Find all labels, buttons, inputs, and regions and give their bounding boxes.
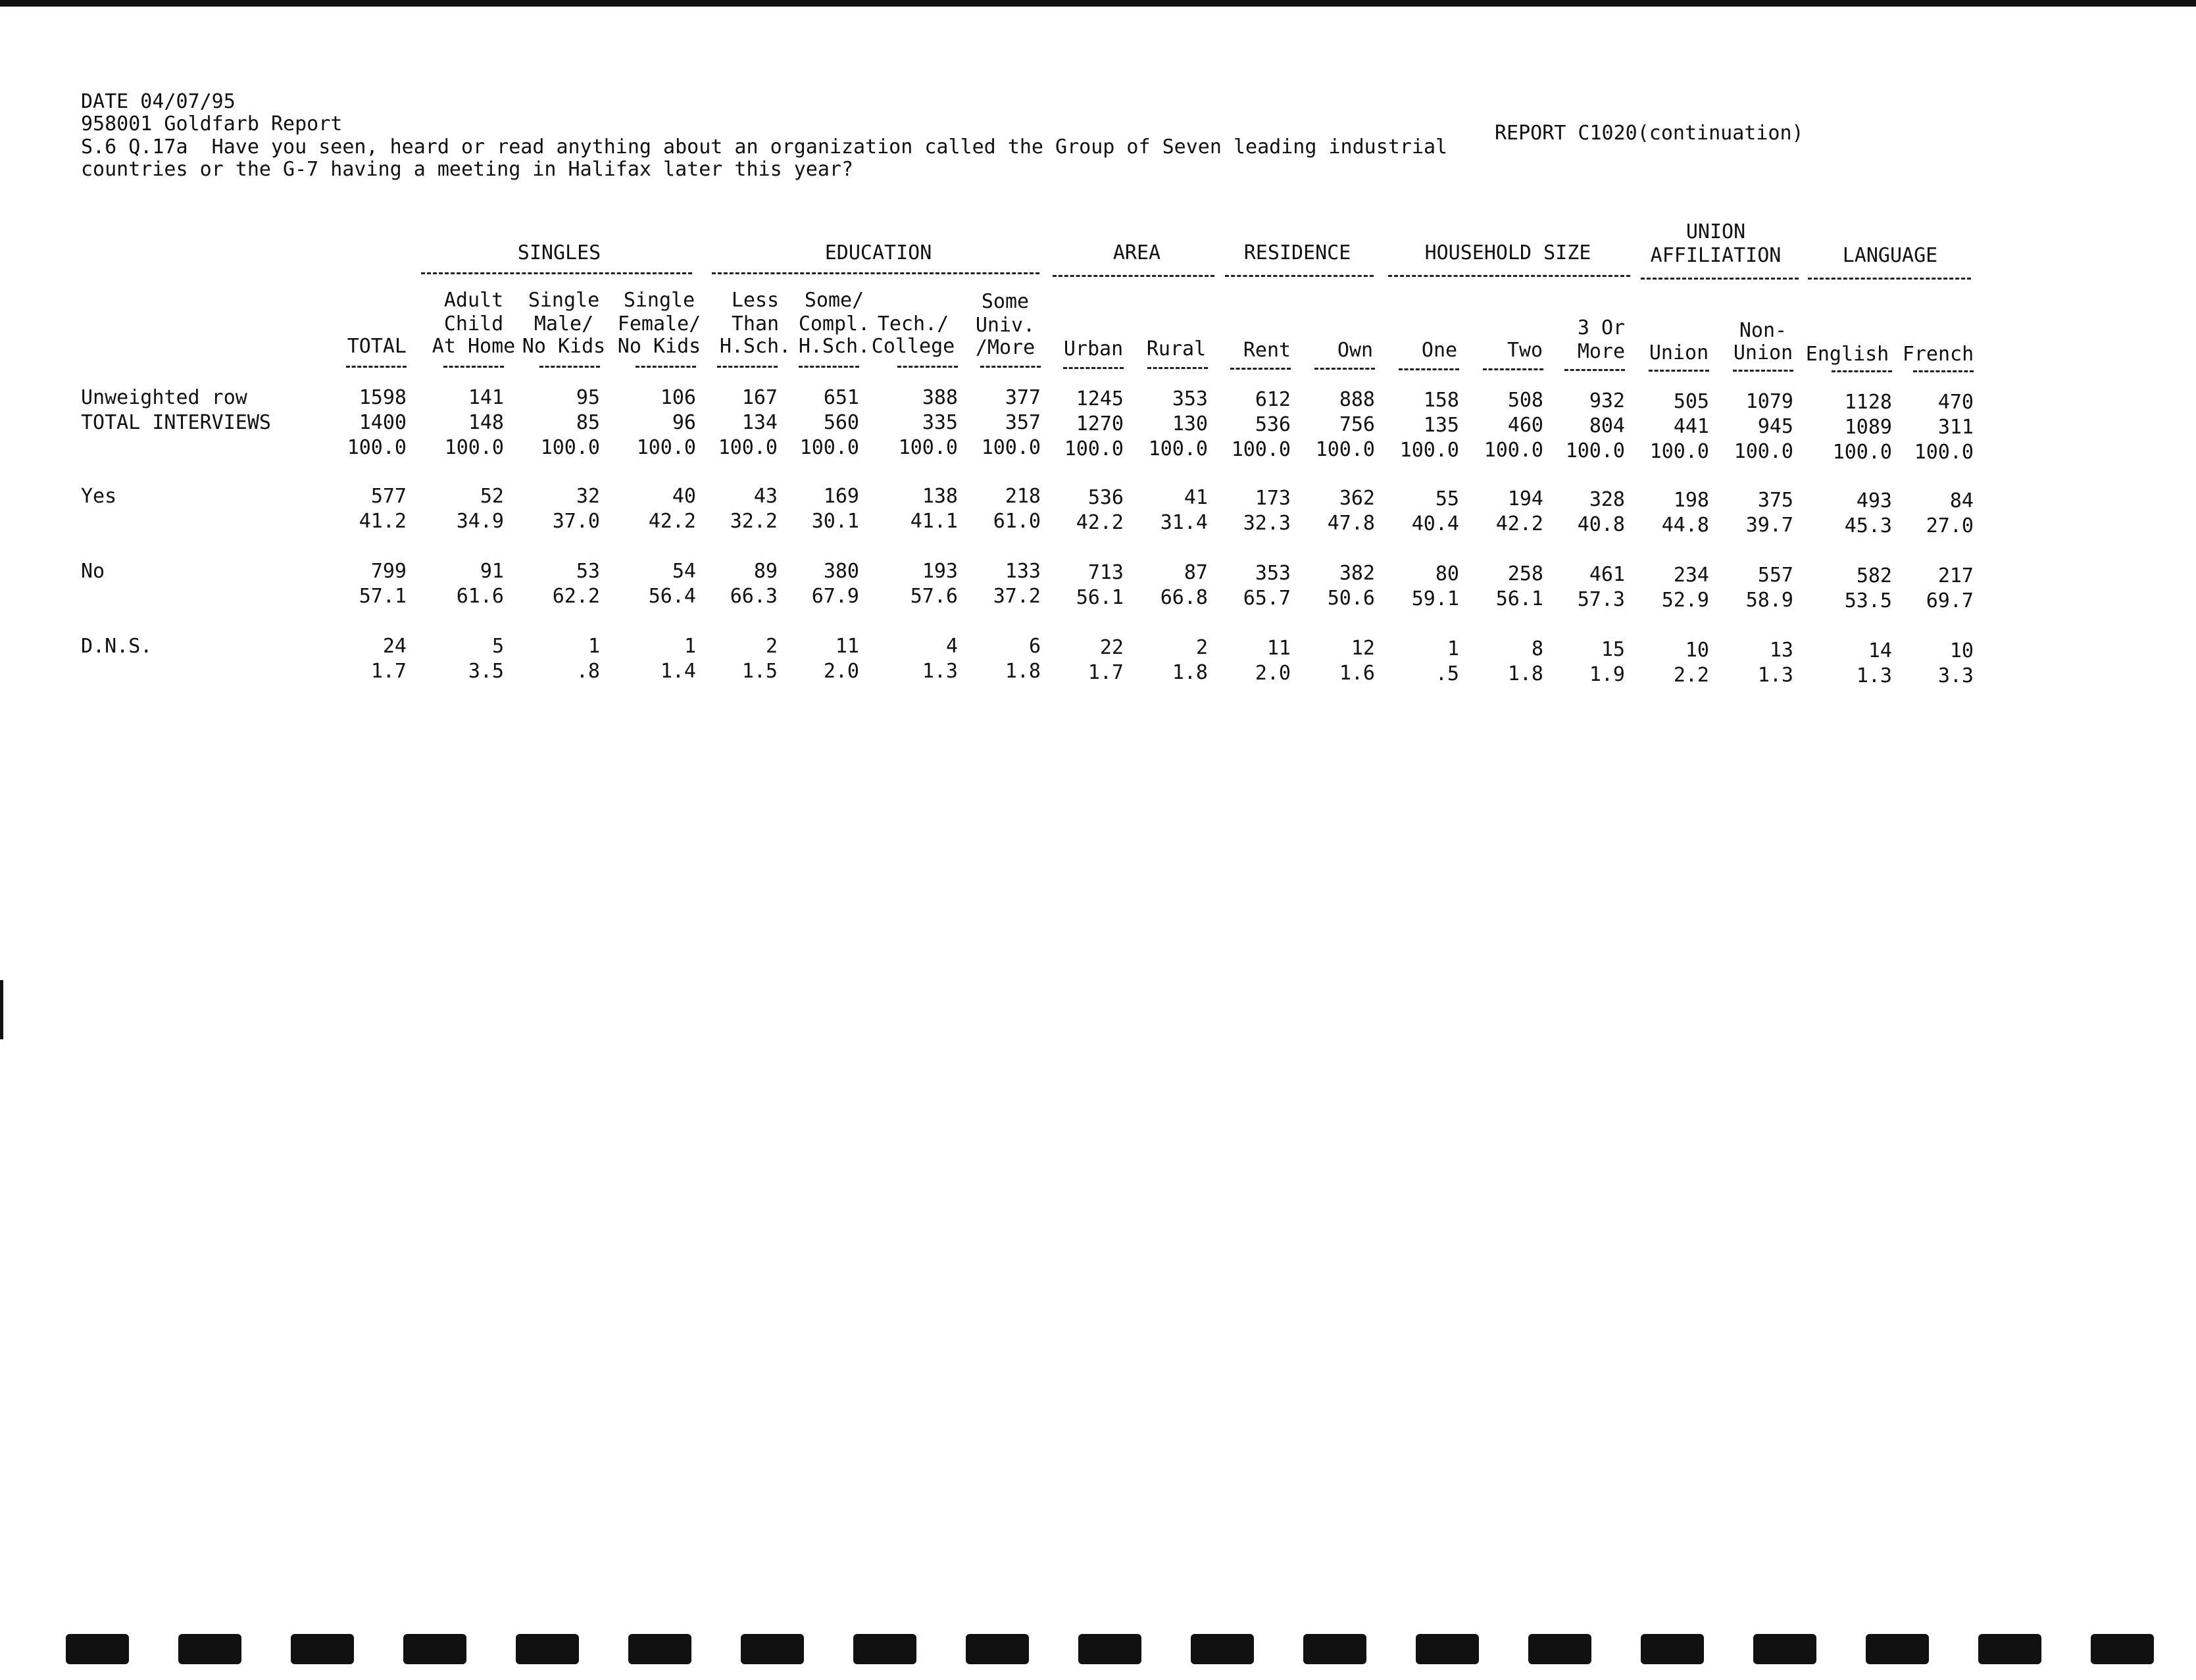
report-id: REPORT C1020(continuation) xyxy=(1495,122,1804,145)
table-cell: 194 xyxy=(1507,487,1543,510)
table-cell: 44.8 xyxy=(1661,514,1709,537)
table-cell: 100.0 xyxy=(1565,439,1625,462)
group-underline-singles xyxy=(421,272,692,274)
table-cell: 1270 xyxy=(1076,412,1124,435)
question-line-1: S.6 Q.17a Have you seen, heard or read anything about an organization called the Group of Seven leading industrial xyxy=(81,136,1448,159)
table-cell: 43 xyxy=(753,485,778,508)
perforation-hole xyxy=(1866,1634,1929,1664)
table-cell: 135 xyxy=(1423,414,1459,437)
table-cell: 2.0 xyxy=(823,660,859,683)
table-cell: 1400 xyxy=(359,411,407,434)
table-cell: 362 xyxy=(1339,487,1375,510)
table-cell: 65.7 xyxy=(1243,587,1291,610)
table-cell: 234 xyxy=(1673,564,1709,587)
question-line-2: countries or the G-7 having a meeting in Halifax later this year? xyxy=(81,158,853,181)
table-cell: 100.0 xyxy=(718,436,778,459)
table-cell: 1.3 xyxy=(1757,664,1793,687)
group-heading-union-line-1: UNION xyxy=(1685,220,1746,243)
column-underline xyxy=(1483,368,1543,370)
table-cell: 130 xyxy=(1172,412,1208,435)
table-cell: 335 xyxy=(922,411,958,434)
table-cell: 100.0 xyxy=(1649,440,1709,463)
perforation-hole xyxy=(1191,1634,1254,1664)
column-underline xyxy=(717,366,778,368)
perforation-hole xyxy=(1753,1634,1816,1664)
table-cell: 22 xyxy=(1099,636,1124,659)
table-cell: 1.3 xyxy=(1856,664,1892,687)
table-cell: 54 xyxy=(672,560,696,583)
table-cell: 52 xyxy=(480,485,504,508)
table-cell: 1245 xyxy=(1076,387,1124,410)
table-cell: 31.4 xyxy=(1160,511,1208,534)
table-cell: 42.2 xyxy=(1495,512,1543,535)
report-name: 958001 Goldfarb Report xyxy=(81,112,343,136)
table-cell: 40 xyxy=(672,485,696,508)
column-underline xyxy=(1147,367,1208,369)
group-heading-union-line-2: AFFILIATION xyxy=(1650,244,1782,267)
table-cell: 1 xyxy=(587,635,600,658)
group-underline-education xyxy=(712,272,1039,274)
table-cell: 56.1 xyxy=(1076,586,1124,609)
table-cell: 30.1 xyxy=(811,510,859,533)
table-cell: 3.3 xyxy=(1937,664,1974,687)
table-cell: 1.5 xyxy=(741,660,778,683)
table-cell: 582 xyxy=(1856,564,1892,587)
table-cell: 2 xyxy=(1195,636,1208,659)
table-cell: 375 xyxy=(1757,489,1793,512)
table-cell: 15 xyxy=(1601,638,1625,661)
row-label-total-interviews: TOTAL INTERVIEWS xyxy=(81,411,271,434)
perforation-hole xyxy=(741,1634,804,1664)
table-cell: 100.0 xyxy=(1399,439,1459,462)
table-cell: 353 xyxy=(1255,562,1291,585)
table-cell: 100.0 xyxy=(1484,439,1543,462)
table-cell: 41 xyxy=(1184,486,1208,509)
table-cell: 217 xyxy=(1937,564,1974,587)
table-cell: 1.8 xyxy=(1172,661,1208,684)
table-cell: 461 xyxy=(1589,563,1625,586)
table-cell: 508 xyxy=(1507,389,1543,412)
table-cell: 100.0 xyxy=(1148,437,1208,460)
table-cell: 100.0 xyxy=(347,436,407,459)
table-cell: 100.0 xyxy=(1315,438,1375,461)
table-cell: 134 xyxy=(741,411,778,434)
table-cell: 133 xyxy=(1005,560,1041,583)
table-cell: 5 xyxy=(491,635,504,658)
table-cell: 57.6 xyxy=(910,585,958,608)
table-cell: 1089 xyxy=(1844,416,1892,439)
table-cell: 141 xyxy=(468,386,504,409)
table-cell: 61.6 xyxy=(456,585,504,608)
table-cell: 1.7 xyxy=(370,660,407,683)
table-cell: 100.0 xyxy=(636,436,696,459)
table-cell: 106 xyxy=(660,386,696,409)
table-cell: 52.9 xyxy=(1661,589,1709,612)
table-cell: 11 xyxy=(1266,637,1291,660)
table-cell: 66.3 xyxy=(730,585,778,608)
table-cell: 328 xyxy=(1589,488,1625,511)
row-label-yes: Yes xyxy=(81,485,117,508)
table-cell: 460 xyxy=(1507,414,1543,437)
table-cell: 69.7 xyxy=(1926,589,1974,612)
table-cell: 536 xyxy=(1087,486,1124,509)
table-cell: .8 xyxy=(576,660,600,683)
table-cell: 39.7 xyxy=(1745,514,1793,537)
table-cell: 173 xyxy=(1255,487,1291,510)
column-underline xyxy=(897,366,958,368)
group-underline-household-size xyxy=(1388,275,1630,277)
table-cell: 167 xyxy=(741,386,778,409)
column-underline xyxy=(1314,368,1375,370)
group-underline-area xyxy=(1053,275,1214,277)
perforation-hole xyxy=(1641,1634,1704,1664)
group-underline-language xyxy=(1808,278,1971,280)
table-cell: 100.0 xyxy=(981,436,1041,459)
table-cell: 32 xyxy=(576,485,600,508)
table-cell: 95 xyxy=(576,386,600,409)
perforation-hole xyxy=(628,1634,691,1664)
table-cell: 353 xyxy=(1172,387,1208,410)
table-cell: 380 xyxy=(823,560,859,583)
table-cell: 100.0 xyxy=(540,436,600,459)
table-cell: 2.0 xyxy=(1255,662,1291,685)
perforation-hole xyxy=(66,1634,129,1664)
table-cell: 91 xyxy=(480,560,504,583)
table-cell: 3.5 xyxy=(468,660,504,683)
table-cell: 37.0 xyxy=(552,510,600,533)
table-cell: 53 xyxy=(576,560,600,583)
table-cell: 388 xyxy=(922,386,958,409)
table-cell: 382 xyxy=(1339,562,1375,585)
table-cell: 1.6 xyxy=(1339,662,1375,685)
table-cell: 1 xyxy=(1447,637,1459,660)
table-cell: 62.2 xyxy=(552,585,600,608)
report-date: DATE 04/07/95 xyxy=(81,90,236,113)
column-underline xyxy=(1733,370,1793,372)
table-cell: 148 xyxy=(468,411,504,434)
table-cell: 1 xyxy=(684,635,696,658)
column-underline xyxy=(1399,368,1459,370)
group-underline-union xyxy=(1641,278,1799,280)
table-cell: 57.1 xyxy=(359,585,407,608)
table-cell: 57.3 xyxy=(1577,588,1625,611)
table-cell: 12 xyxy=(1351,637,1375,660)
table-cell: 14 xyxy=(1868,639,1892,662)
table-cell: 59.1 xyxy=(1411,587,1459,610)
table-cell: 55 xyxy=(1435,487,1459,510)
table-cell: 1.9 xyxy=(1589,663,1625,686)
group-underline-residence xyxy=(1225,275,1374,277)
table-cell: 756 xyxy=(1339,413,1375,436)
column-underline xyxy=(980,366,1041,368)
table-cell: 138 xyxy=(922,485,958,508)
table-cell: 53.5 xyxy=(1844,589,1892,612)
table-cell: 66.8 xyxy=(1160,586,1208,609)
perforation-hole xyxy=(1978,1634,2041,1664)
column-underline xyxy=(1832,370,1892,372)
table-cell: 169 xyxy=(823,485,859,508)
group-heading-residence: RESIDENCE xyxy=(1243,241,1351,264)
table-cell: 1079 xyxy=(1745,390,1793,413)
table-cell: 32.3 xyxy=(1243,512,1291,535)
table-cell: 612 xyxy=(1255,388,1291,411)
page-top-edge xyxy=(0,0,2196,7)
column-underline xyxy=(346,366,407,368)
table-cell: 100.0 xyxy=(1734,440,1793,463)
table-cell: 67.9 xyxy=(811,585,859,608)
table-cell: 1.8 xyxy=(1005,660,1041,683)
table-cell: 32.2 xyxy=(730,510,778,533)
page-left-mark xyxy=(0,980,3,1039)
column-underline xyxy=(1913,370,1974,372)
table-cell: 357 xyxy=(1005,411,1041,434)
table-cell: 84 xyxy=(1949,489,1974,512)
table-cell: 34.9 xyxy=(456,510,504,533)
group-heading-singles: SINGLES xyxy=(517,241,601,264)
table-cell: 888 xyxy=(1339,388,1375,411)
table-cell: 41.1 xyxy=(910,510,958,533)
table-cell: 41.2 xyxy=(359,510,407,533)
column-underline xyxy=(1230,368,1291,370)
table-cell: 557 xyxy=(1757,564,1793,587)
perforation-hole xyxy=(403,1634,466,1664)
table-cell: 10 xyxy=(1949,639,1974,662)
table-cell: 218 xyxy=(1005,485,1041,508)
table-cell: 100.0 xyxy=(1064,437,1124,460)
table-cell: 100.0 xyxy=(1231,438,1291,461)
table-cell: 377 xyxy=(1005,386,1041,409)
table-cell: 945 xyxy=(1757,415,1793,438)
table-cell: 560 xyxy=(823,411,859,434)
table-cell: 158 xyxy=(1423,389,1459,412)
perforation-hole xyxy=(853,1634,916,1664)
table-cell: 804 xyxy=(1589,414,1625,437)
table-cell: 85 xyxy=(576,411,600,434)
table-cell: 4 xyxy=(945,635,958,658)
table-cell: 42.2 xyxy=(1076,511,1124,534)
table-cell: 11 xyxy=(835,635,859,658)
perforation-hole xyxy=(1303,1634,1366,1664)
table-cell: 536 xyxy=(1255,413,1291,436)
table-cell: 42.2 xyxy=(648,510,696,533)
table-cell: 13 xyxy=(1769,639,1793,662)
table-cell: 2.2 xyxy=(1673,664,1709,687)
table-cell: 96 xyxy=(672,411,696,434)
column-underline xyxy=(1063,367,1124,369)
column-underline xyxy=(1649,370,1709,372)
table-cell: 193 xyxy=(922,560,958,583)
table-cell: 651 xyxy=(823,386,859,409)
table-cell: 470 xyxy=(1937,391,1974,414)
table-cell: 40.8 xyxy=(1577,513,1625,536)
table-cell: 100.0 xyxy=(898,436,958,459)
column-underline xyxy=(799,366,859,368)
table-cell: 100.0 xyxy=(1832,441,1892,464)
table-cell: 80 xyxy=(1435,562,1459,585)
column-underline xyxy=(1564,369,1625,371)
perforation-hole xyxy=(966,1634,1029,1664)
table-cell: 100.0 xyxy=(799,436,859,459)
table-cell: 1.3 xyxy=(922,660,958,683)
table-cell: 1.4 xyxy=(660,660,696,683)
column-underline xyxy=(539,366,600,368)
perforation-hole xyxy=(1078,1634,1141,1664)
table-cell: .5 xyxy=(1435,662,1459,685)
group-heading-household-size: HOUSEHOLD SIZE xyxy=(1424,241,1591,264)
table-cell: 198 xyxy=(1673,489,1709,512)
table-cell: 100.0 xyxy=(444,436,504,459)
table-cell: 258 xyxy=(1507,562,1543,585)
row-label-dns: D.N.S. xyxy=(81,635,153,658)
table-cell: 577 xyxy=(370,485,407,508)
perforation-hole xyxy=(178,1634,241,1664)
group-heading-area: AREA xyxy=(1112,241,1161,264)
table-cell: 8 xyxy=(1531,637,1543,660)
table-cell: 799 xyxy=(370,560,407,583)
table-cell: 87 xyxy=(1184,561,1208,584)
table-cell: 50.6 xyxy=(1327,587,1375,610)
table-cell: 47.8 xyxy=(1327,512,1375,535)
column-underline xyxy=(443,366,504,368)
table-cell: 311 xyxy=(1937,416,1974,439)
table-cell: 100.0 xyxy=(1914,441,1974,464)
group-heading-language: LANGUAGE xyxy=(1842,244,1938,267)
table-cell: 713 xyxy=(1087,561,1124,584)
table-cell: 58.9 xyxy=(1745,589,1793,612)
perforation-hole xyxy=(291,1634,354,1664)
table-cell: 45.3 xyxy=(1844,514,1892,537)
perforation-hole xyxy=(2091,1634,2154,1664)
table-cell: 61.0 xyxy=(993,510,1041,533)
table-cell: 6 xyxy=(1028,635,1041,658)
table-cell: 1.7 xyxy=(1087,661,1124,684)
table-cell: 2 xyxy=(765,635,778,658)
table-cell: 56.1 xyxy=(1495,587,1543,610)
table-cell: 493 xyxy=(1856,489,1892,512)
group-heading-education: EDUCATION xyxy=(824,241,932,264)
table-cell: 56.4 xyxy=(648,585,696,608)
perforation-hole xyxy=(516,1634,579,1664)
column-underline xyxy=(636,366,696,368)
table-cell: 441 xyxy=(1673,415,1709,438)
table-cell: 932 xyxy=(1589,389,1625,412)
table-cell: 89 xyxy=(753,560,778,583)
table-cell: 1.8 xyxy=(1507,662,1543,685)
table-cell: 1598 xyxy=(359,386,407,409)
table-cell: 1128 xyxy=(1844,391,1892,414)
table-cell: 24 xyxy=(382,635,407,658)
perforation-hole xyxy=(1528,1634,1591,1664)
row-label-no: No xyxy=(81,560,105,583)
perforation-hole xyxy=(1416,1634,1479,1664)
table-cell: 505 xyxy=(1673,390,1709,413)
row-label-unweighted: Unweighted row xyxy=(81,386,247,409)
table-cell: 27.0 xyxy=(1926,514,1974,537)
table-cell: 37.2 xyxy=(993,585,1041,608)
table-cell: 10 xyxy=(1685,639,1709,662)
table-cell: 40.4 xyxy=(1411,512,1459,535)
